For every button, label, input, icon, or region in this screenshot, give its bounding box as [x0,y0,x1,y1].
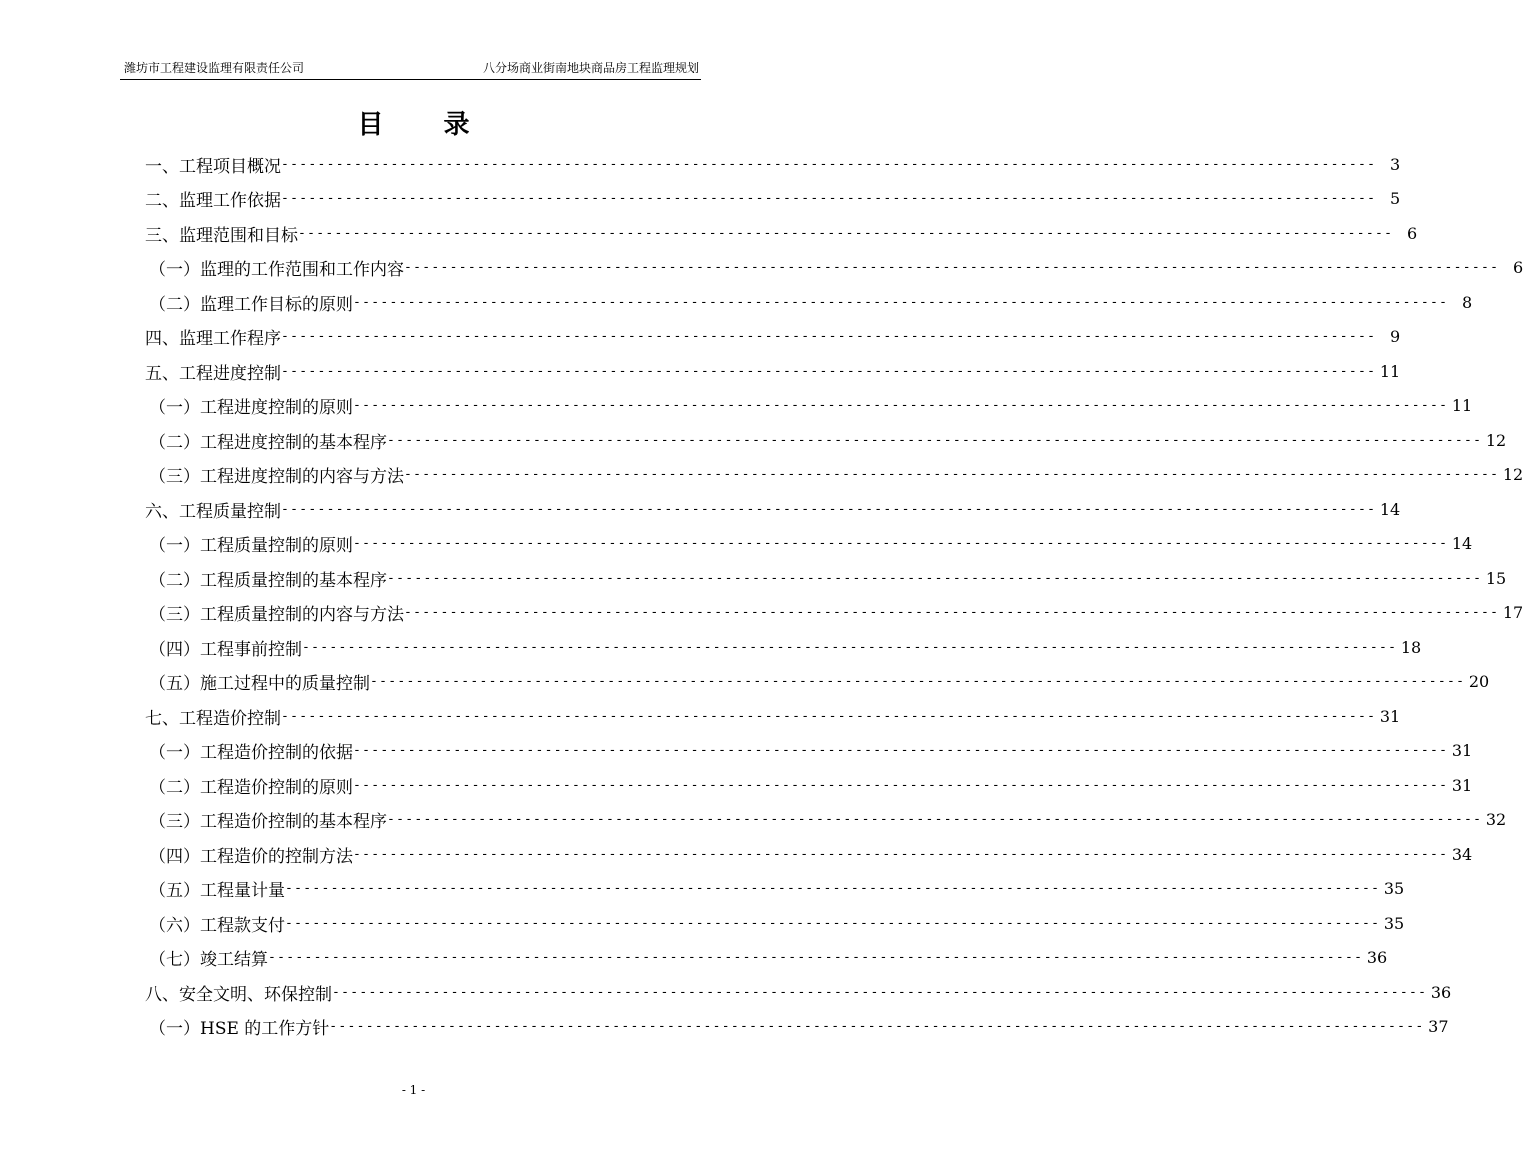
toc-entry[interactable] [145,699,1401,734]
toc-entry-label: 四、监理工作程序 [145,329,281,350]
toc-entry-label: 三、监理范围和目标 [145,225,298,246]
toc-entry-label: 六、工程质量控制 [145,501,281,522]
toc-entry-page: 14 [1379,499,1401,519]
toc-entry-page: 6 [1513,258,1523,278]
toc-entry-page: 11 [1451,396,1473,416]
toc-leader: ------------------------------------------------------------------------------------------------------------------------ [404,467,1500,483]
toc-entry[interactable] [145,320,1401,355]
toc-entry-page: 36 [1430,982,1452,1002]
toc-entry-page: 31 [1379,706,1401,726]
toc-leader: ------------------------------------------------------------------------------------------------------------------------ [285,881,1381,897]
toc-entry-label: （一）工程质量控制的原则 [149,536,353,557]
header-document-title: 八分场商业街南地块商品房工程监理规划 [482,61,699,75]
toc-entry-label: （三）工程质量控制的内容与方法 [149,605,404,626]
toc-entry-label: （四）工程造价的控制方法 [149,846,353,867]
toc-entry[interactable] [145,492,1401,527]
toc-leader: ------------------------------------------------------------------------------------------------------------------------ [353,536,1449,552]
toc-leader: ------------------------------------------------------------------------------------------------------------------------ [298,225,1394,241]
toc-entry-page: 14 [1451,534,1473,554]
toc-entry-page: 35 [1383,879,1405,899]
toc-leader: ------------------------------------------------------------------------------------------------------------------------ [353,777,1449,793]
toc-leader: ------------------------------------------------------------------------------------------------------------------------ [387,570,1483,586]
toc-entry[interactable] [145,251,1523,286]
toc-entry-label: （六）工程款支付 [149,915,285,936]
toc-entry-label: （四）工程事前控制 [149,639,302,660]
toc-entry[interactable] [145,527,1473,562]
toc-entry-label: （三）工程进度控制的内容与方法 [149,467,404,488]
toc-entry-page: 15 [1485,568,1507,588]
toc-leader: ------------------------------------------------------------------------------------------------------------------------ [281,156,1377,172]
toc-entry[interactable] [145,768,1473,803]
toc-entry-label: （三）工程造价控制的基本程序 [149,812,387,833]
toc-entry-label: （二）工程造价控制的原则 [149,777,353,798]
toc-leader: ------------------------------------------------------------------------------------------------------------------------ [332,984,1428,1000]
toc-entry-label: 七、工程造价控制 [145,708,281,729]
toc-entry[interactable] [145,630,1422,665]
toc-entry-page: 34 [1451,844,1473,864]
toc-leader: ------------------------------------------------------------------------------------------------------------------------ [404,260,1500,276]
toc-leader: ------------------------------------------------------------------------------------------------------------------------ [281,501,1377,517]
toc-entry-page: 5 [1390,189,1401,209]
toc-entry[interactable] [145,458,1523,493]
toc-entry[interactable] [145,596,1523,631]
toc-entry[interactable] [145,561,1507,596]
toc-leader: ------------------------------------------------------------------------------------------------------------------------ [387,432,1483,448]
toc-leader: ------------------------------------------------------------------------------------------------------------------------ [353,294,1449,310]
header-divider [120,79,701,80]
toc-leader: ------------------------------------------------------------------------------------------------------------------------ [370,674,1466,690]
toc-entry[interactable] [145,1010,1449,1045]
toc-leader: ------------------------------------------------------------------------------------------------------------------------ [285,915,1381,931]
toc-entry-page: 31 [1451,775,1473,795]
toc-leader: ------------------------------------------------------------------------------------------------------------------------ [404,605,1500,621]
toc-entry-page: 3 [1390,154,1401,174]
toc-leader: ------------------------------------------------------------------------------------------------------------------------ [302,639,1398,655]
toc-entry-page: 35 [1383,913,1405,933]
toc-entry[interactable] [145,665,1490,700]
toc-entry-label: （一）HSE 的工作方针 [149,1019,330,1040]
toc-entry-page: 8 [1462,292,1473,312]
toc-entry-label: （一）工程进度控制的原则 [149,398,353,419]
toc-entry[interactable] [145,182,1401,217]
toc-entry[interactable] [145,216,1418,251]
toc-entry-page: 12 [1502,465,1523,485]
toc-leader: ------------------------------------------------------------------------------------------------------------------------ [353,846,1449,862]
toc-leader: ------------------------------------------------------------------------------------------------------------------------ [387,812,1483,828]
title-char-1: 目 [357,110,384,140]
toc-entry[interactable] [145,147,1401,182]
toc-entry-page: 9 [1390,327,1401,347]
toc-entry-label: （七）竣工结算 [149,950,268,971]
title-char-2: 录 [443,110,470,140]
toc-leader: ------------------------------------------------------------------------------------------------------------------------ [268,950,1364,966]
toc-leader: ------------------------------------------------------------------------------------------------------------------------ [281,329,1377,345]
toc-entry-label: （二）工程质量控制的基本程序 [149,570,387,591]
toc-entry-label: 二、监理工作依据 [145,191,281,212]
toc-leader: ------------------------------------------------------------------------------------------------------------------------ [281,708,1377,724]
toc-entry-page: 18 [1400,637,1422,657]
toc-entry[interactable] [145,941,1388,976]
toc-entry-page: 32 [1485,810,1507,830]
toc-entry-label: 八、安全文明、环保控制 [145,984,332,1005]
toc-entry-label: （一）工程造价控制的依据 [149,743,353,764]
toc-entry-label: （五）工程量计量 [149,881,285,902]
toc-entry-page: 31 [1451,741,1473,761]
toc-leader: ------------------------------------------------------------------------------------------------------------------------ [281,363,1377,379]
toc-entry[interactable] [145,837,1473,872]
toc-entry-page: 20 [1468,672,1490,692]
toc-entry-page: 37 [1428,1017,1449,1037]
toc-entry-page: 6 [1407,223,1418,243]
toc-entry[interactable] [145,803,1507,838]
toc-entry-label: （五）施工过程中的质量控制 [149,674,370,695]
toc-entry[interactable] [145,975,1452,1010]
toc-leader: ------------------------------------------------------------------------------------------------------------------------ [329,1019,1425,1035]
toc-entry-page: 36 [1366,948,1388,968]
toc-leader: ------------------------------------------------------------------------------------------------------------------------ [281,191,1377,207]
toc-entry-page: 17 [1502,603,1523,623]
page-title [0,104,827,141]
toc-entry-label: （二）监理工作目标的原则 [149,294,353,315]
table-of-contents [145,147,1523,1044]
toc-entry[interactable] [145,872,1405,907]
header-company: 潍坊市工程建设监理有限责任公司 [124,61,305,75]
toc-leader: ------------------------------------------------------------------------------------------------------------------------ [353,743,1449,759]
toc-entry-label: （一）监理的工作范围和工作内容 [149,260,404,281]
toc-entry[interactable] [145,285,1473,320]
toc-entry[interactable] [145,734,1473,769]
toc-leader: ------------------------------------------------------------------------------------------------------------------------ [353,398,1449,414]
toc-entry-label: 五、工程进度控制 [145,363,281,384]
toc-entry[interactable] [145,423,1507,458]
toc-entry[interactable] [145,354,1401,389]
toc-entry-label: （二）工程进度控制的基本程序 [149,432,387,453]
toc-entry[interactable] [145,906,1405,941]
page-number: - 1 - [401,1083,426,1097]
toc-entry-page: 11 [1379,361,1401,381]
toc-entry-page: 12 [1485,430,1507,450]
toc-entry[interactable] [145,389,1473,424]
toc-entry-label: 一、工程项目概况 [145,156,281,177]
